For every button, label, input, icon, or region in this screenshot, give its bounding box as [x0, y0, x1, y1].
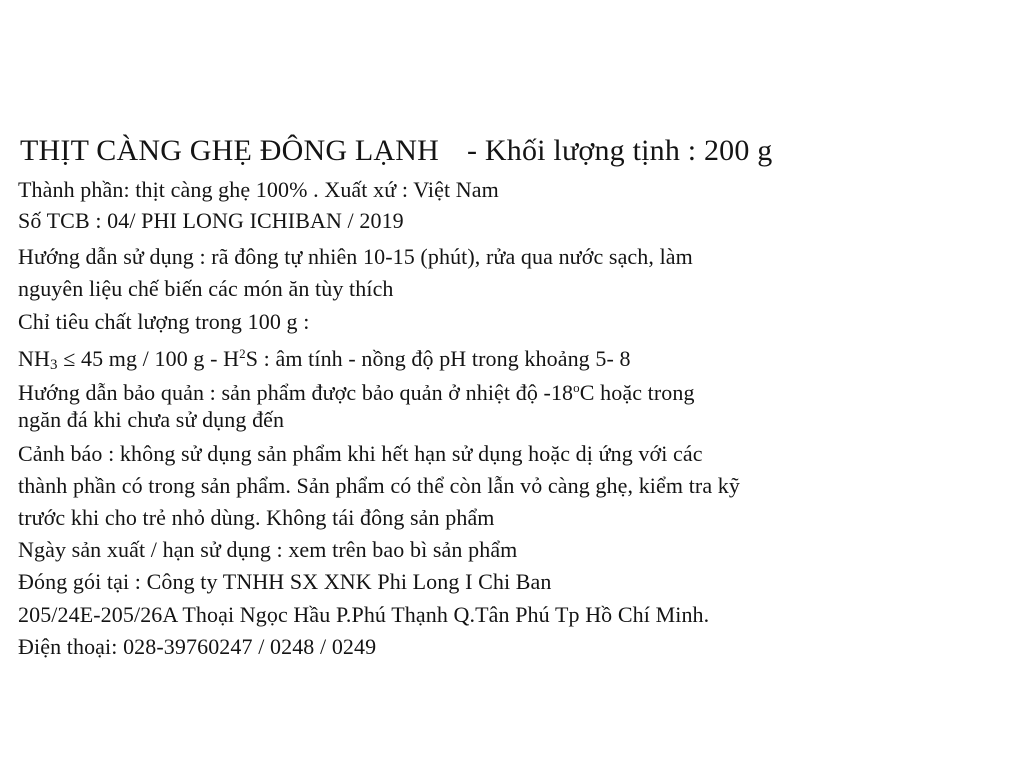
- net-weight: Khối lượng tịnh : 200 g: [484, 134, 773, 167]
- warning-line-3: trước khi cho trẻ nhỏ dùng. Không tái đông sản phẩm: [18, 505, 495, 530]
- storage-line-1: [18, 375, 695, 406]
- usage-line-2: nguyên liệu chế biến các món ăn tùy thích: [18, 276, 394, 301]
- title-separator: -: [467, 134, 478, 167]
- nh-prefix: NH: [18, 346, 50, 371]
- warning-line-2: thành phần có trong sản phẩm. Sản phẩm có thể còn lẫn vỏ càng ghẹ, kiểm tra kỹ: [18, 473, 740, 498]
- address-line: 205/24E-205/26A Thoại Ngọc Hầu P.Phú Thạnh Q.Tân Phú Tp Hồ Chí Minh.: [18, 602, 710, 627]
- storage-line-2: ngăn đá khi chưa sử dụng đến: [18, 407, 285, 432]
- phone-line: Điện thoại: 028-39760247 / 0248 / 0249: [18, 634, 377, 659]
- h-superscript: 2: [239, 346, 246, 361]
- storage-before: Hướng dẫn bảo quản : sản phẩm được bảo quản ở nhiệt độ -18: [18, 380, 574, 405]
- product-name: THỊT CÀNG GHẸ ĐÔNG LẠNH: [20, 134, 440, 167]
- quality-header: Chỉ tiêu chất lượng trong 100 g :: [18, 309, 310, 334]
- nh-subscript: 3: [49, 357, 58, 373]
- tcb-line: Số TCB : 04/ PHI LONG ICHIBAN / 2019: [18, 208, 404, 233]
- product-title-line: [20, 133, 773, 169]
- warning-line-1: Cảnh báo : không sử dụng sản phẩm khi hết hạn sử dụng hoặc dị ứng với các: [18, 441, 703, 466]
- dates-line: Ngày sản xuất / hạn sử dụng : xem trên bao bì sản phẩm: [18, 537, 518, 562]
- h-rest: S : âm tính - nồng độ pH trong khoảng 5- 8: [245, 346, 631, 371]
- degree-mark: o: [573, 380, 580, 395]
- ingredients-line: Thành phần: thịt càng ghẹ 100% . Xuất xứ : Việt Nam: [18, 177, 499, 202]
- storage-after: C hoặc trong: [579, 380, 695, 405]
- usage-line-1: Hướng dẫn sử dụng : rã đông tự nhiên 10-15 (phút), rửa qua nước sạch, làm: [18, 244, 693, 269]
- packed-by-line: Đóng gói tại : Công ty TNHH SX XNK Phi Long I Chi Ban: [18, 569, 552, 594]
- nh-rest: ≤ 45 mg / 100 g - H: [57, 346, 240, 371]
- quality-line: [18, 341, 631, 378]
